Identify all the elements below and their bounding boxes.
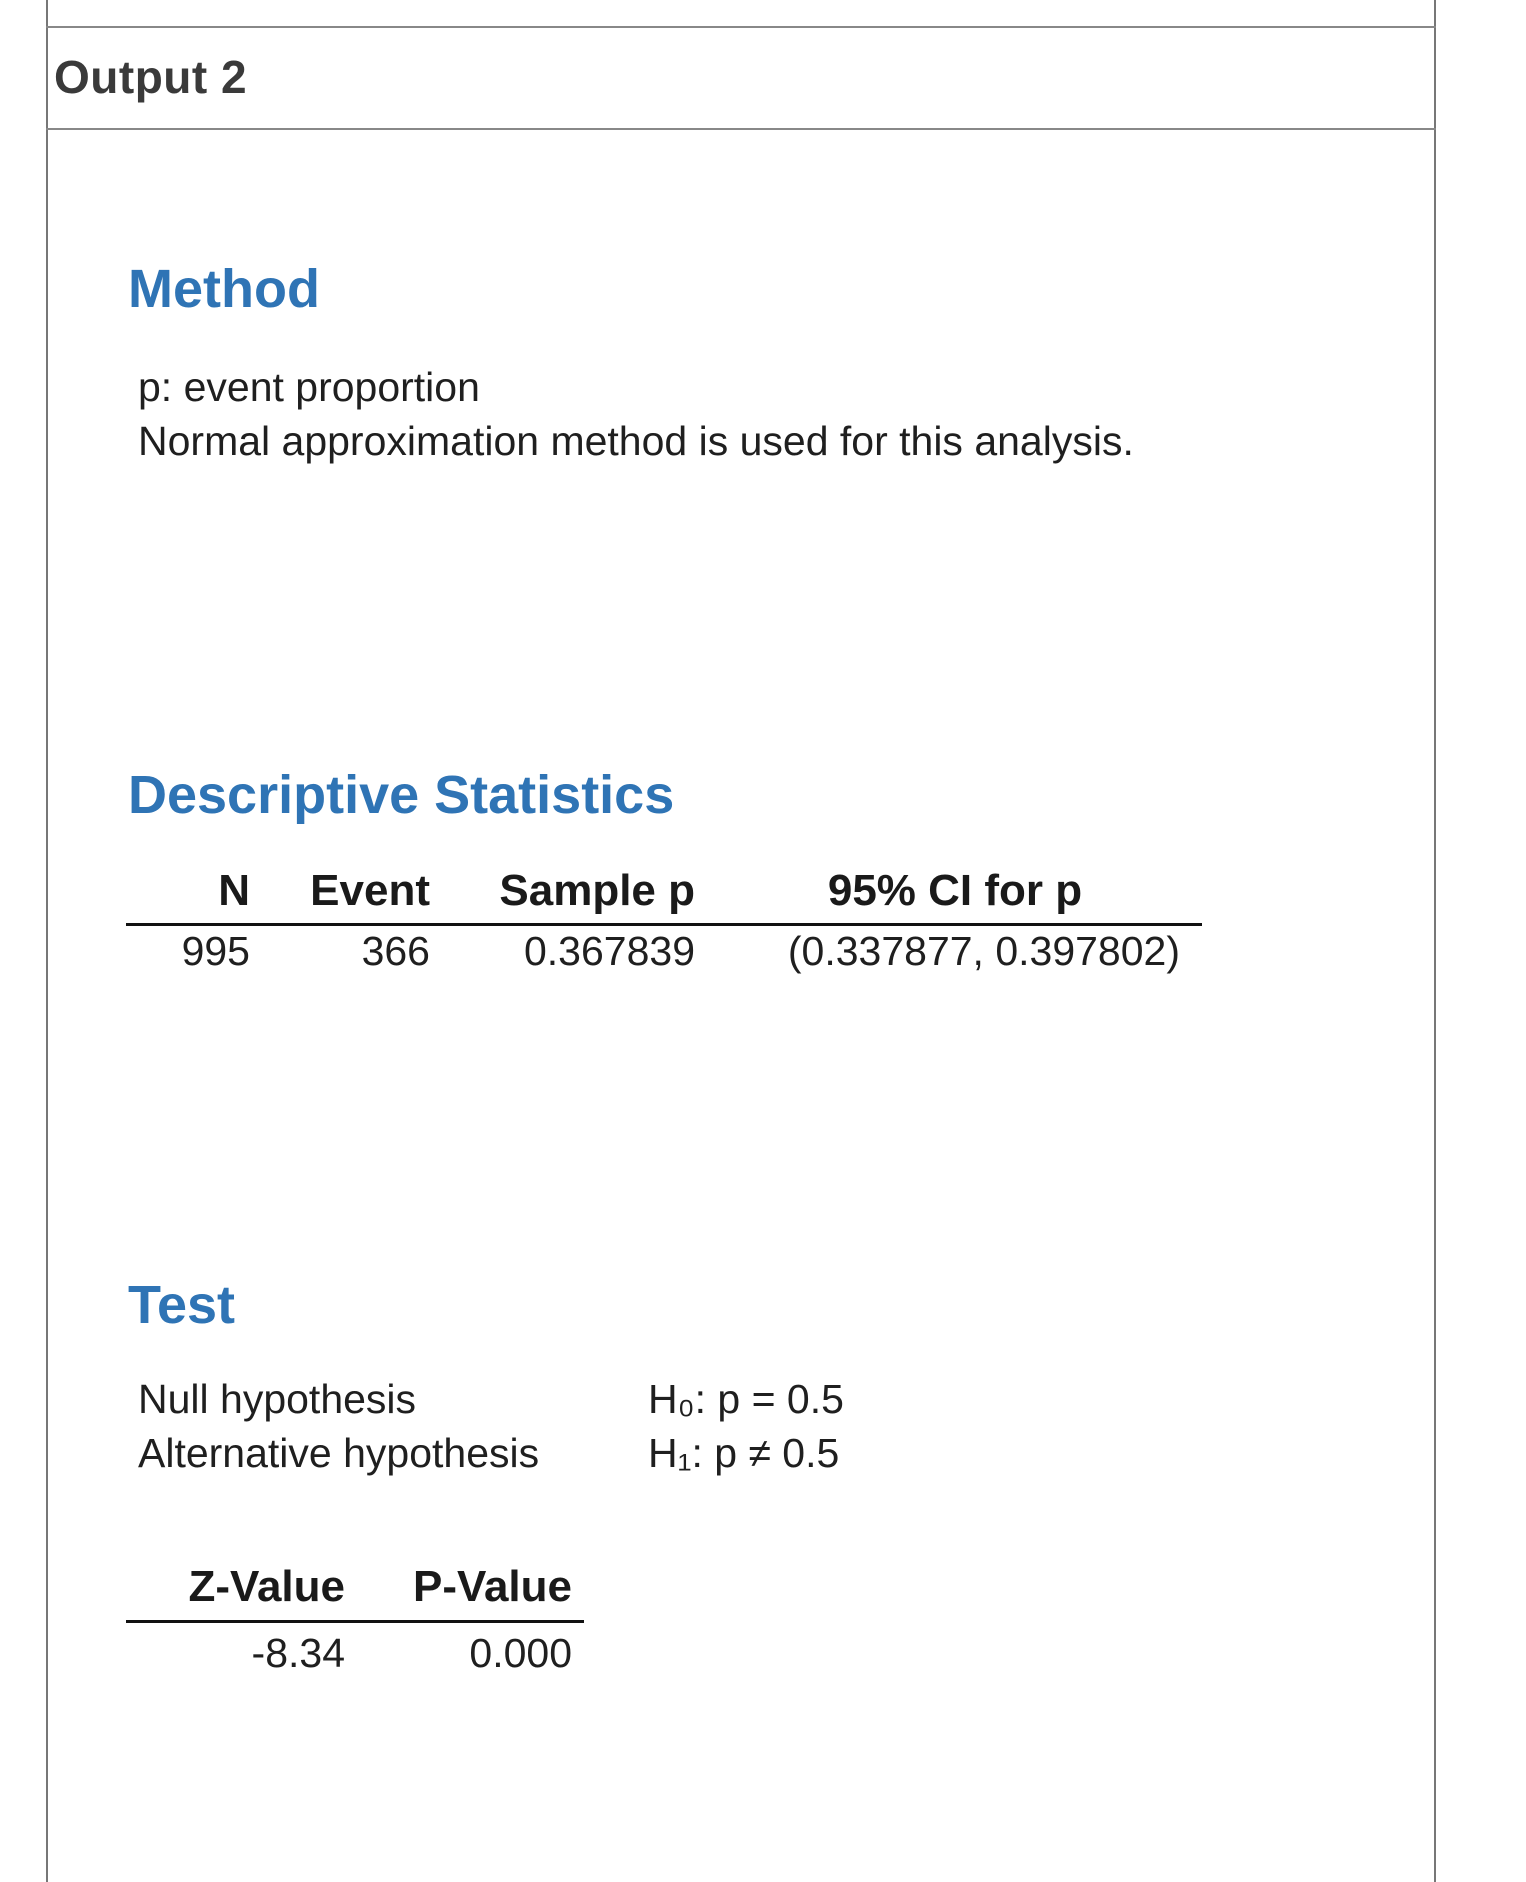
method-line-1: p: event proportion	[138, 364, 480, 410]
descriptive-table-rule	[126, 923, 1202, 926]
descriptive-title: Descriptive Statistics	[128, 765, 675, 825]
cell-n: 995	[181, 928, 250, 974]
test-title: Test	[128, 1275, 236, 1335]
null-hypothesis-label: Null hypothesis	[138, 1376, 417, 1422]
null-hypothesis-value: H₀: p = 0.5	[648, 1376, 844, 1422]
alternative-hypothesis-label: Alternative hypothesis	[138, 1430, 540, 1476]
method-title: Method	[128, 259, 320, 319]
header-n: N	[218, 866, 250, 915]
output-title: Output 2	[54, 51, 248, 103]
test-table-rule	[126, 1620, 584, 1623]
alternative-hypothesis-value: H₁: p ≠ 0.5	[648, 1430, 840, 1476]
cell-event: 366	[361, 928, 430, 974]
cell-sample-p: 0.367839	[523, 928, 695, 974]
header-z-value: Z-Value	[188, 1562, 345, 1611]
header-sample-p: Sample p	[499, 866, 695, 915]
cell-ci: (0.337877, 0.397802)	[787, 928, 1180, 974]
header-divider	[46, 128, 1436, 130]
header-event: Event	[310, 866, 430, 915]
method-line-2: Normal approximation method is used for this analysis.	[138, 418, 1134, 464]
cell-z-value: -8.34	[251, 1630, 345, 1676]
top-divider	[46, 26, 1436, 28]
cell-p-value: 0.000	[469, 1630, 572, 1676]
header-p-value: P-Value	[413, 1562, 572, 1611]
header-ci: 95% CI for p	[827, 866, 1083, 915]
